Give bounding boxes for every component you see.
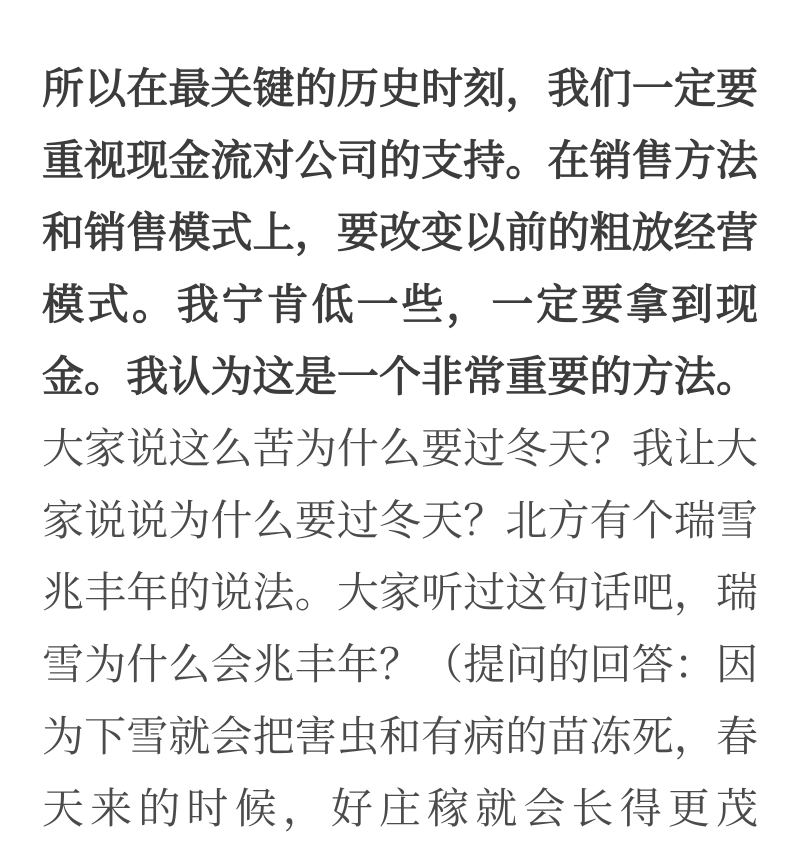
text-line: 所以在最关键的历史时刻，我们一定要 <box>42 65 758 112</box>
paragraph-emphasis <box>42 53 758 413</box>
text-line: 兆丰年的说法。大家听过这句话吧，瑞 <box>42 569 758 616</box>
text-line: 为下雪就会把害虫和有病的苗冻死，春 <box>42 713 758 760</box>
text-line: 金。我认为这是一个非常重要的方法。 <box>42 353 758 400</box>
text-line: 大家说这么苦为什么要过冬天？我让大 <box>42 425 758 472</box>
text-line: 雪为什么会兆丰年？（提问的回答：因 <box>42 641 758 688</box>
paragraph-body <box>42 413 758 845</box>
text-line: 和销售模式上，要改变以前的粗放经营 <box>42 209 758 256</box>
text-line: 模式。我宁肯低一些，一定要拿到现 <box>42 281 758 328</box>
text-line: 天来的时候，好庄稼就会长得更茂 <box>42 785 758 832</box>
text-line: 家说说为什么要过冬天？北方有个瑞雪 <box>42 497 758 544</box>
text-line: 重视现金流对公司的支持。在销售方法 <box>42 137 758 184</box>
